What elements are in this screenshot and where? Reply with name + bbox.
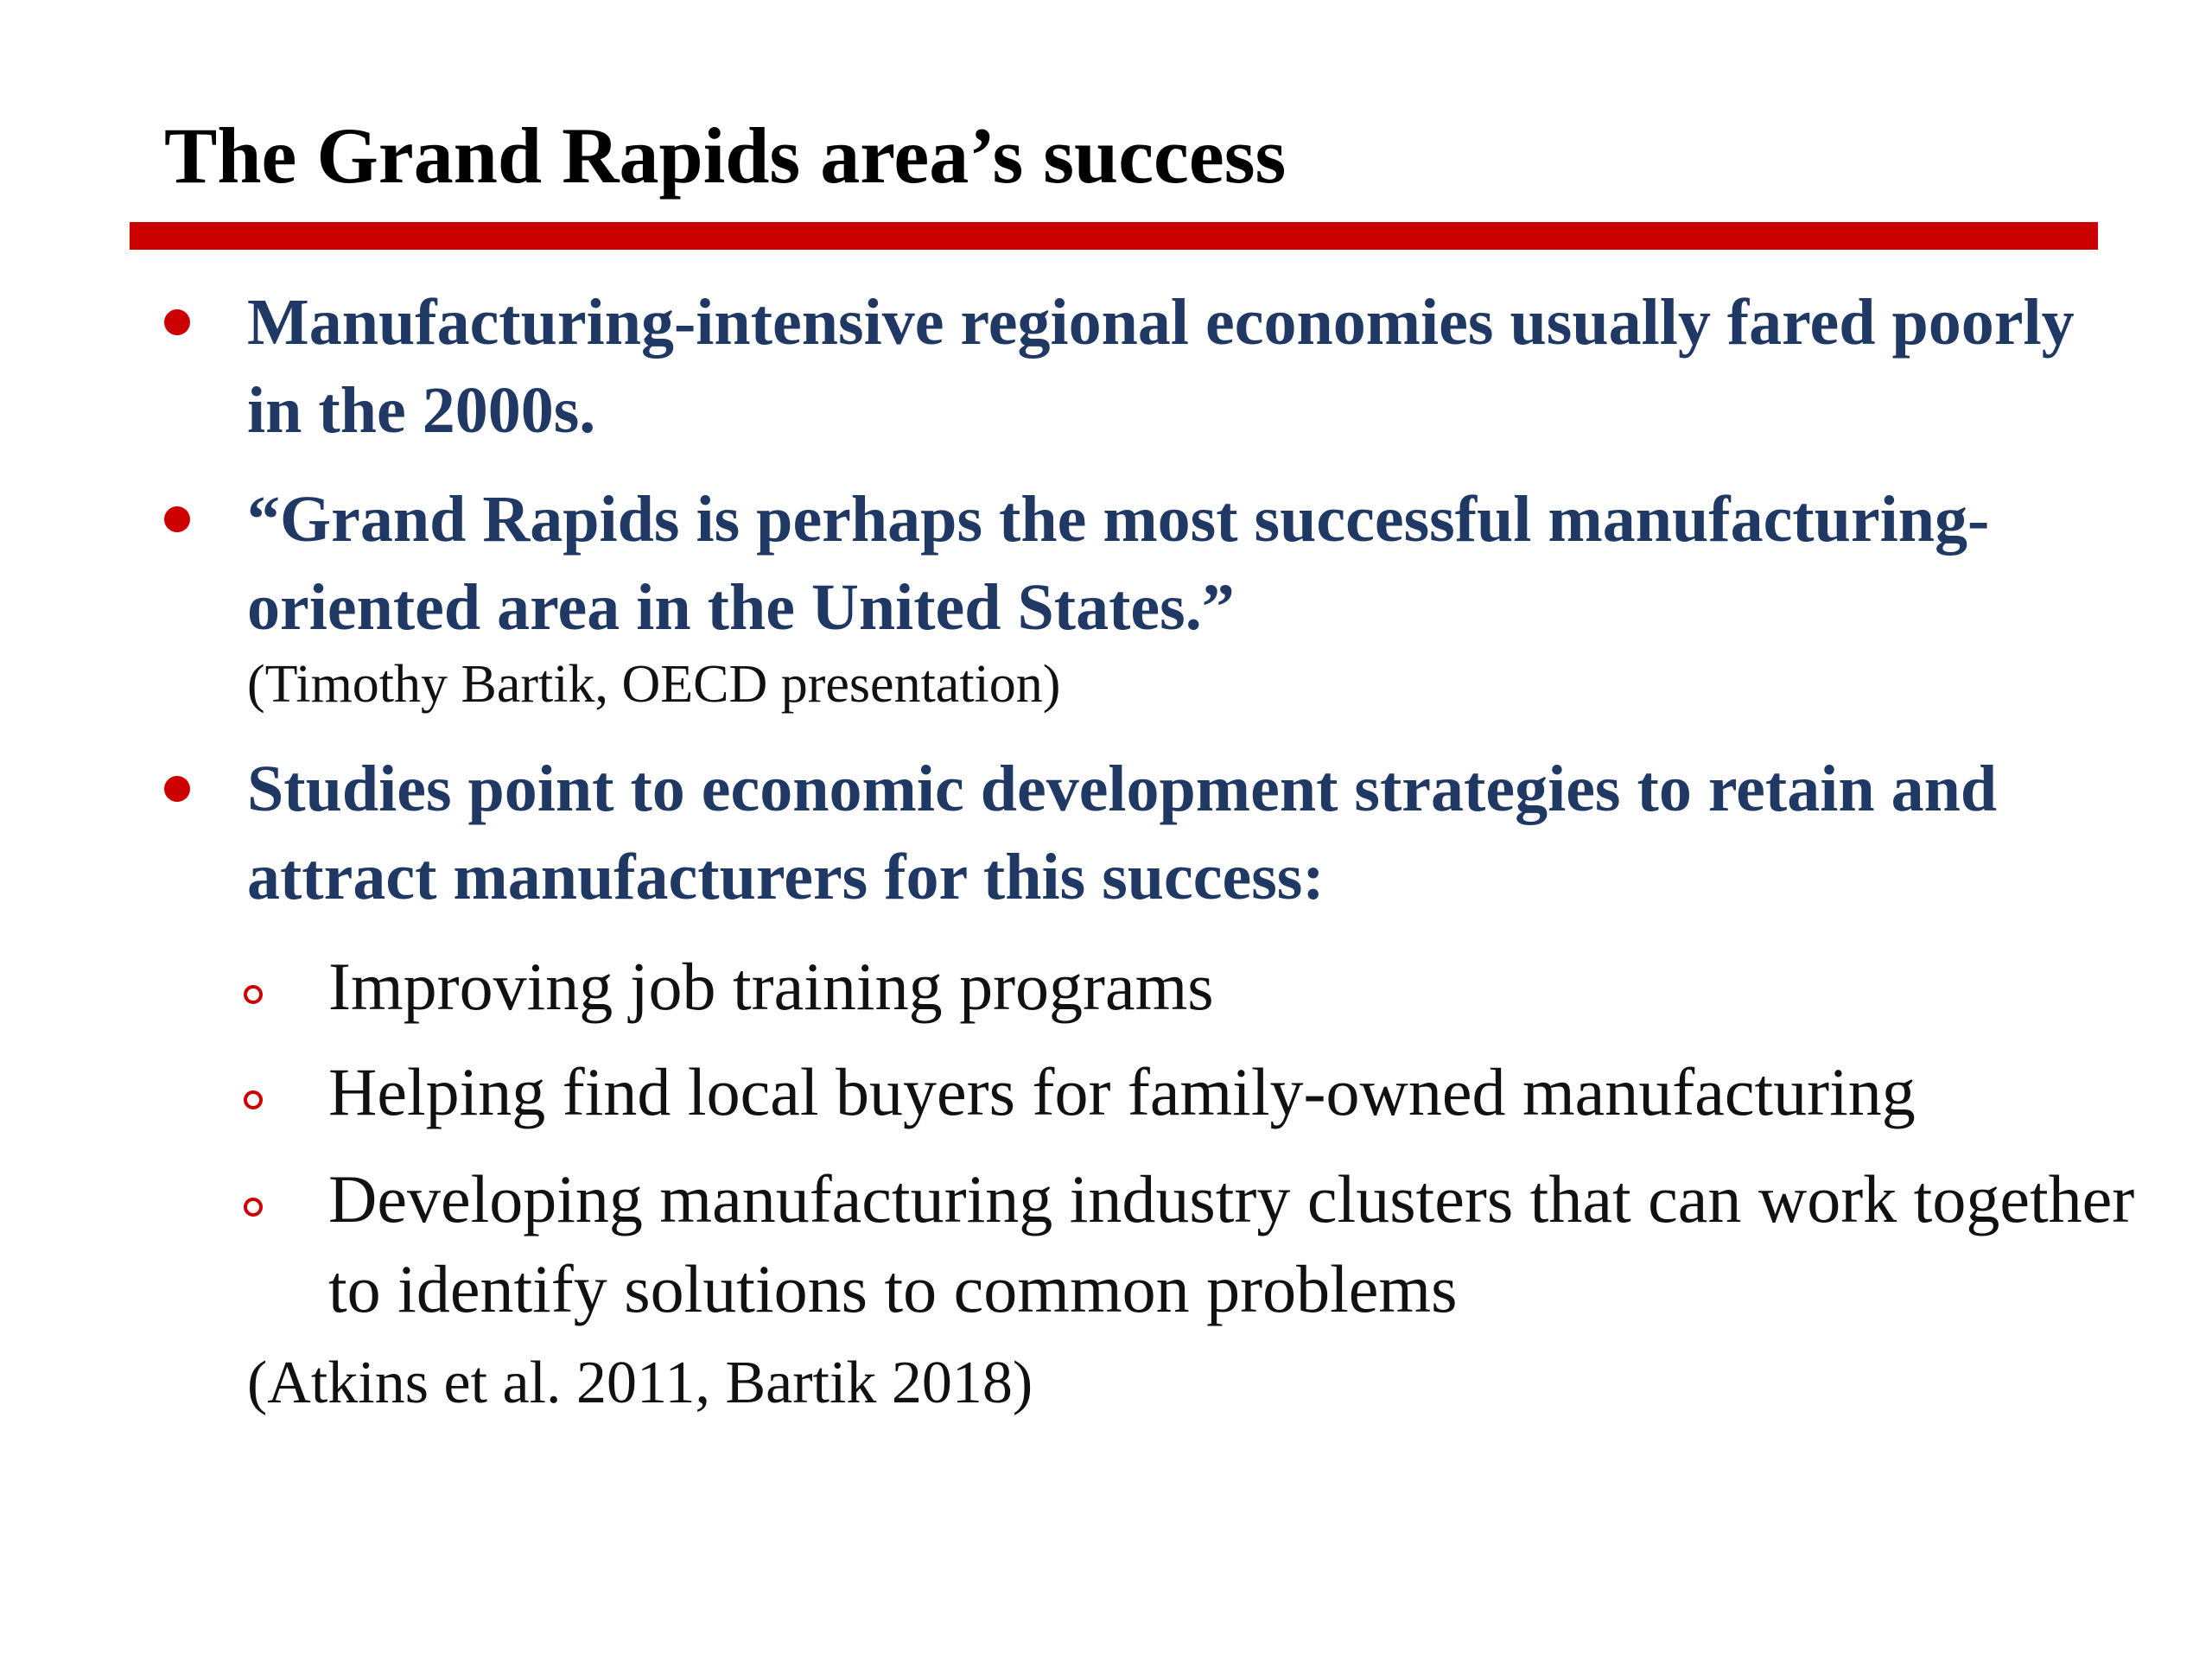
- hollow-circle-bullet-icon: [244, 1090, 263, 1109]
- bullet-text: “Grand Rapids is perhaps the most successful manufacturing-oriented area in the United States.”: [247, 483, 1990, 644]
- bullet-dot-icon: [164, 506, 190, 532]
- hollow-circle-bullet-icon: [244, 985, 263, 1004]
- citation: (Atkins et al. 2011, Bartik 2018): [247, 1350, 1033, 1416]
- hollow-circle-bullet-icon: [244, 1198, 263, 1217]
- bullet-dot-icon: [164, 309, 190, 335]
- sub-bullet-text: Developing manufacturing industry clusters that can work together to identify solutions to common problems: [328, 1161, 2135, 1326]
- title-underline-bar: [130, 222, 2098, 250]
- quote-source: (Timothy Bartik, OECD presentation): [247, 655, 1061, 714]
- sub-bullet-text: Helping find local buyers for family-owned manufacturing: [328, 1054, 1916, 1129]
- bullet-dot-icon: [164, 776, 190, 802]
- bullet-text: Studies point to economic development strategies to retain and attract manufacturers for this success:: [247, 753, 1998, 913]
- sub-bullet-text: Improving job training programs: [328, 949, 1214, 1024]
- bullet-text: Manufacturing-intensive regional economies usually fared poorly in the 2000s.: [247, 286, 2075, 447]
- slide-title: The Grand Rapids area’s success: [164, 111, 1287, 200]
